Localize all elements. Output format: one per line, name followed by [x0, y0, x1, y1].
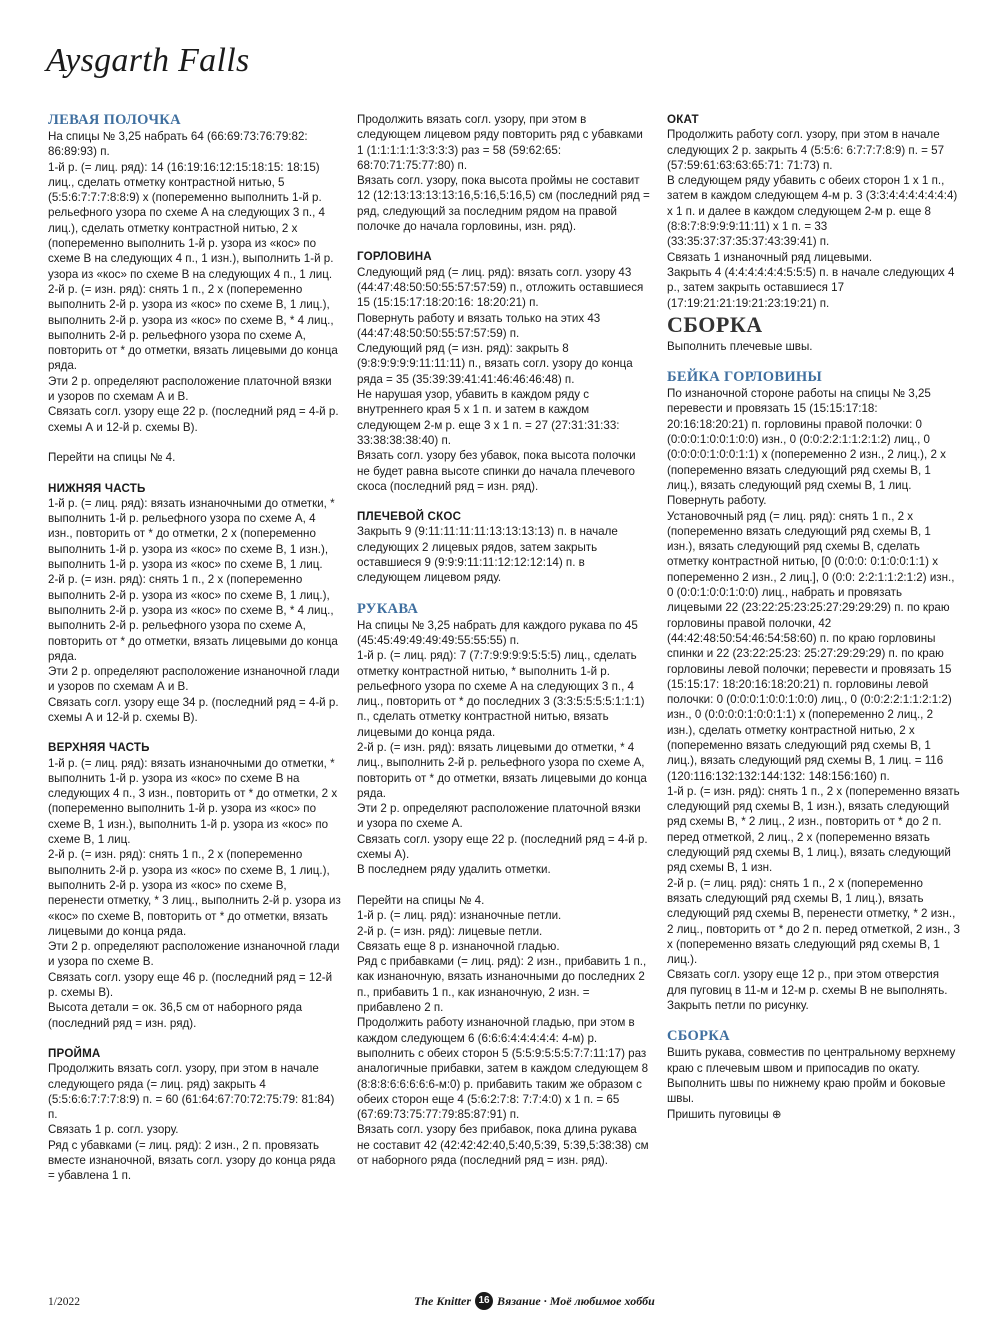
- paragraph: Продолжить работу изнаночной гладью, при этом в каждом следующем 6 (6:6:6:4:4:4:4:4: 4-м) р. выполнить с обеих сторон 5 (5:5:9:5:5:5:7:7:11:17) раз аналогичные прибавки, затем в каждом следующем 8 (8:8:8:6:6:6:6:6-м:0) р. прибавить таким же образом с обеих сторон еще 4 (5:6:2:7:8: 7:7:4:0) х 1 п. = 65 (67:69:73:75:77:79:85:87:91) п.: [357, 1016, 649, 1122]
- paragraph: 2-й р. (= изн. ряд): снять 1 п., 2 х (попеременно выполнить 2-й р. узора из «кос» по схеме В, 1 лиц.), выполнить 2-й р. узора из «кос» по схеме В, * 4 лиц., выполнить 2-й р. рельефного узора по схеме А, повторить от * до отметки, вязать лицевыми до конца ряда.: [48, 282, 338, 373]
- paragraph: Связать 1 р. согл. узору.: [48, 1123, 179, 1137]
- section-heading-assembly: СБОРКА: [667, 311, 763, 337]
- paragraph: В следующем ряду убавить с обеих сторон 1 х 1 п., затем в каждом следующем 4-м р. 3 (3:3:4:4:4:4:4:4:4) х 1 п. и далее в каждом следующем 2-м р. еще 8 (8:8:7:8:9:9:9:11:11) х 1 п. = 33 (33:35:37:37:35:37:43:39:41) п.: [667, 174, 958, 249]
- column-left: [48, 112, 341, 1184]
- section-heading-assembly-final: СБОРКА: [667, 1028, 730, 1045]
- paragraph: 2-й р. (= лиц. ряд): снять 1 п., 2 х (попеременно вязать следующий ряд схемы В, 1 лиц.), вязать следующий ряд схемы В, перенести отметку, * 2 изн., 2 лиц., повторить от * до 2 п. перед отметкой, 2 изн., 3 х (попеременно вязать следующий ряд схемы В, 1 лиц.).: [667, 876, 960, 967]
- paragraph: Эти 2 р. определяют расположение изнаночной глади и узора по схеме В.: [48, 940, 340, 969]
- paragraph: 2-й р. (= изн. ряд): снять 1 п., 2 х (попеременно выполнить 2-й р. узора из «кос» по схеме В, 1 лиц.), выполнить 2-й р. узора из «кос» по схеме В, * 4 лиц., выполнить 2-й р. рельефного узора по схеме А, повторить от * до отметки, вязать лицевыми до конца ряда.: [48, 573, 338, 663]
- paragraph: Вязать согл. узору без прибавок, пока длина рукава не составит 42 (42:42:42:40,5:40,5:39, 5:39,5:38:38) см от наборного ряда (последний ряд = изн. ряд).: [357, 1123, 649, 1167]
- paragraph: 2-й р. (= изн. ряд): вязать лицевыми до отметки, * 4 лиц., выполнить 2-й р. рельефного узора по схеме А, повторить от * до отметки, вязать лицевыми до конца ряда.: [357, 740, 647, 800]
- paragraph: Закрыть петли по рисунку.: [667, 999, 809, 1013]
- paragraph: 1-й р. (= лиц. ряд): вязать изнаночными до отметки, * выполнить 1-й р. рельефного узора по схеме А, 4 изн., повторить от * до отметки, 2 х (попеременно выполнить 1-й р. узора из «кос» по схеме В, 1 изн.), выполнить 1-й р. узора из «кос» по схеме В, 1 лиц.: [48, 496, 335, 572]
- pattern-title: Aysgarth Falls: [46, 42, 250, 79]
- paragraph: Повернуть работу.: [667, 494, 767, 508]
- paragraph: Эти 2 р. определяют расположение платочной вязки и узоров по схемам А и В.: [48, 374, 332, 404]
- paragraph: По изнаночной стороне работы на спицы № 3,25 перевести и провязать 15 (15:15:17:18: 20:16:18:20:21) п. горловины правой полочки: 0 (0:0:0:1:0:0:1:0:0) изн., 0 (0:0:2:2:1:1:2:1:2) лиц., 0 (0:0:0:0:1:0:0:1:1) х (попеременно 2 изн., 2 лиц.), 2 х (попеременно вязать следующий ряд схемы В, 1 лиц.), вязать следующий ряд схемы В, 1 лиц.: [667, 387, 946, 492]
- paragraph: Вшить рукава, совместив по центральному верхнему краю с плечевым швом и припосадив по окату.: [667, 1046, 956, 1075]
- section-heading-sleeve-cap: ОКАТ: [667, 113, 699, 126]
- paragraph: Продолжить работу согл. узору, при этом в начале следующих 2 р. закрыть 4 (5:5:6: 6:7:7:7:8:9) п. = 57 (57:59:61:63:63:65:71: 71:73) п.: [667, 128, 945, 172]
- paragraph: 2-й р. (= изн. ряд): лицевые петли.: [357, 924, 543, 938]
- paragraph: Связать согл. узору еще 12 р., при этом отверстия для пуговиц в 11-м и 12-м р. схемы В не выполнять.: [667, 968, 948, 997]
- paragraph: На спицы № 3,25 набрать для каждого рукава по 45 (45:45:49:49:49:49:55:55:55) п.: [357, 618, 638, 647]
- paragraph: 1-й р. (= лиц. ряд): 14 (16:19:16:12:15:18:15: 18:15) лиц., сделать отметку контрастной нитью, 5 (5:5:6:7:7:7:8:8:9) х (попеременно выполнить 1-й р. рельефного узора по схеме А на следующих 3 п., 4 лиц.), сделать отметку контрастной нитью, 2 х (попеременно выполнить 1-й р. узора из «кос» по схеме В на следующих 4 п., 1 изн.), выполнить 1-й р. узора из «кос» по схеме В на следующих 4 п., 1 лиц.: [48, 160, 334, 281]
- paragraph: Продолжить вязать согл. узору, при этом в следующем лицевом ряду повторить ряд с убавками 1 (1:1:1:1:1:3:3:3:3) раз = 58 (59:62:65: 68:70:71:75:77:80) п.: [357, 113, 643, 172]
- column-right: [667, 112, 960, 1122]
- paragraph: Связать согл. узору еще 22 р. (последний ряд = 4-й р. схемы А).: [357, 832, 648, 862]
- column-middle: [357, 112, 650, 1168]
- paragraph: Эти 2 р. определяют расположение платочной вязки и узора по схеме А.: [357, 802, 641, 831]
- section-heading-sleeves: РУКАВА: [357, 600, 419, 617]
- paragraph: Закрыть 9 (9:11:11:11:11:13:13:13:13) п. в начале следующих 2 лицевых рядов, затем закрыть оставшиеся 9 (9:9:9:11:11:12:12:12:14) п. в следующем лицевом ряду.: [357, 525, 618, 585]
- issue-date: 1/2022: [48, 1296, 80, 1308]
- footer-brand: The Knitter: [414, 1293, 472, 1308]
- paragraph: Ряд с прибавками (= лиц. ряд): 2 изн., прибавить 1 п., как изнаночную, вязать изнаночными до последних 2 п., прибавить 1 п., как изнаночную, 2 изн. = прибавлено 2 п.: [357, 955, 647, 1015]
- paragraph: Вязать согл. узору без убавок, пока высота полочки не будет равна высоте спинки до начала плечевого скоса (последний ряд = изн. ряд).: [357, 449, 636, 493]
- paragraph: Следующий ряд (= лиц. ряд): вязать согл. узору 43 (44:47:48:50:50:55:57:57:59) п., отложить оставшиеся 15 (15:15:17:18:20:16: 18:20:21) п.: [357, 265, 644, 310]
- paragraph: Продолжить вязать согл. узору, при этом в начале следующего ряда (= лиц. ряд) закрыть 4 (5:5:6:6:7:7:7:8:9) п. = 60 (61:64:67:70:72:75:79: 81:84) п.: [48, 1062, 335, 1122]
- paragraph: Связать согл. узору еще 46 р. (последний ряд = 12-й р. схемы В).: [48, 970, 333, 1000]
- paragraph: Выполнить плечевые швы.: [667, 339, 813, 353]
- section-heading-neckline: ГОРЛОВИНА: [357, 250, 432, 264]
- section-heading-neckband: БЕЙКА ГОРЛОВИНЫ: [667, 369, 823, 386]
- paragraph: Вязать согл. узору, пока высота проймы не составит 12 (12:13:13:13:13:16,5:16,5:16,5) см (последний ряд = ряд, следующий за последним рядом на правой полочке до начала горловины, изн. ряд).: [357, 174, 650, 234]
- paragraph: Выполнить швы по нижнему краю пройм и боковые швы.: [667, 1076, 946, 1106]
- paragraph: 2-й р. (= изн. ряд): снять 1 п., 2 х (попеременно выполнить 2-й р. узора из «кос» по схеме В, 1 лиц.), выполнить 2-й р. узора из «кос» по схеме В, перенести отметку, * 3 лиц., выполнить 2-й р. узора из «кос» по схеме В, повторить от * до отметки, вязать лицевыми до конца ряда.: [48, 848, 341, 938]
- paragraph: Связать еще 8 р. изнаночной гладью.: [357, 939, 560, 953]
- footer-magazine: Вязание · Моё любимое хобби: [497, 1293, 655, 1308]
- paragraph: Установочный ряд (= лиц. ряд): снять 1 п., 2 х (попеременно вязать следующий ряд схемы В, 1 изн.), вязать следующий ряд схемы В, сделать отметку контрастной нитью, [0 (0:0:0: 0:1:0:0:1:1) х попеременно 2 изн., 2 лиц.], 0 (0:0: 2:2:1:1:2:1:2) изн., 0 (0:0:1:0:0:1:0:0) лиц., набрать и провязать лицевыми 22 (23:22:25:23:25:27:29:29:29) п. по краю горловины правой полочки, 42 (44:42:48:50:54:46:54:58:60) п. по краю горловины спинки и 22 (23:22:25:23: 25:27:29:29:29) п. по краю горловины левой полочки; перевести и провязать 15 (15:15:17: 18:20:16:18:20:21) п. горловины левой полочки: 0 (0:0:0:1:0:0:1:0:0) лиц., 0 (0:0:2:2:1:1:2:1:2) изн., 0 (0:0:0:0:1:0:0:1:1) х (попеременно 2 лиц., 2 изн.), сделать отметку контрастной нитью, 2 х (попеременно вязать следующий ряд схемы В, 1 лиц.), вязать следующий ряд схемы В, 1 лиц. = 116 (120:116:132:132:144:132: 148:156:160) п.: [667, 509, 955, 783]
- section-heading-shoulder: ПЛЕЧЕВОЙ СКОС: [357, 510, 462, 524]
- paragraph: Перейти на спицы № 4.: [357, 893, 485, 907]
- paragraph: Высота детали = ок. 36,5 см от наборного ряда (последний ряд = изн. ряд).: [48, 1001, 303, 1030]
- paragraph: Эти 2 р. определяют расположение изнаночной глади и узоров по схемам А и В.: [48, 665, 340, 694]
- section-heading-armhole: ПРОЙМА: [48, 1046, 101, 1060]
- section-heading-upper-part: ВЕРХНЯЯ ЧАСТЬ: [48, 741, 150, 755]
- paragraph: Повернуть работу и вязать только на этих 43 (44:47:48:50:50:55:57:57:59) п.: [357, 311, 601, 340]
- paragraph: Перейти на спицы № 4.: [48, 451, 176, 465]
- paragraph: Ряд с убавками (= лиц. ряд): 2 изн., 2 п. провязать вместе изнаночной, вязать согл. узору до конца ряда = убавлена 1 п.: [48, 1138, 336, 1183]
- paragraph: 1-й р. (= лиц. ряд): вязать изнаночными до отметки, * выполнить 1-й р. узора из «кос» по схеме В на следующих 4 п., 3 изн., повторить от * до отметки, 2 х (попеременно выполнить 1-й р. узора из «кос» по схеме В, 1 изн.), выполнить 1-й р. узора из «кос» по схеме В, 1 лиц.: [48, 756, 338, 847]
- paragraph: Связать согл. узору еще 34 р. (последний ряд = 4-й р. схемы А и 12-й р. схемы В).: [48, 695, 339, 724]
- paragraph: На спицы № 3,25 набрать 64 (66:69:73:76:79:82: 86:89:93) п.: [48, 130, 308, 159]
- section-heading-left-front: ЛЕВАЯ ПОЛОЧКА: [48, 112, 181, 128]
- page-number: 16: [475, 1292, 493, 1310]
- paragraph: Не нарушая узор, убавить в каждом ряду с внутреннего края 5 х 1 п. и затем в каждом следующем 2-м р. еще 3 х 1 п. = 27 (27:31:31:33: 33:38:38:38:40) п.: [357, 388, 620, 447]
- page-footer: [414, 1292, 655, 1310]
- paragraph: В последнем ряду удалить отметки.: [357, 863, 551, 877]
- paragraph: Связать 1 изнаночный ряд лицевыми.: [667, 250, 873, 264]
- paragraph: Следующий ряд (= изн. ряд): закрыть 8 (9:8:9:9:9:9:11:11:11) п., вязать согл. узору до конца ряда = 35 (35:39:39:41:41:46:46:46:48) п.: [357, 342, 633, 386]
- paragraph: Связать согл. узору еще 22 р. (последний ряд = 4-й р. схемы А и 12-й р. схемы В).: [48, 405, 339, 434]
- paragraph: 1-й р. (= лиц. ряд): 7 (7:7:9:9:9:9:5:5:5) лиц., сделать отметку контрастной нитью, * выполнить 1-й р. рельефного узора по схеме А на следующих 3 п., 4 лиц., повторить от * до последних 3 (3:3:5:5:5:5:1:1:1) п., сделать отметку контрастной нитью, вязать лицевыми до конца ряда.: [357, 649, 645, 739]
- paragraph: 1-й р. (= лиц. ряд): изнаночные петли.: [357, 909, 562, 923]
- paragraph: 1-й р. (= изн. ряд): снять 1 п., 2 х (попеременно вязать следующий ряд схемы В, 1 изн.), вязать следующий ряд схемы В, * 2 лиц., 2 изн., повторить от * до 2 п. перед отметкой, 2 лиц., 2 х (попеременно вязать следующий ряд схемы В, 1 лиц.), вязать следующий ряд схемы В, 1 изн.: [667, 784, 960, 875]
- paragraph: Пришить пуговицы ⊕: [667, 1107, 782, 1121]
- section-heading-lower-part: НИЖНЯЯ ЧАСТЬ: [48, 481, 146, 495]
- paragraph: Закрыть 4 (4:4:4:4:4:4:5:5:5) п. в начале следующих 4 р., затем закрыть оставшиеся 17 (17:19:21:21:19:21:23:19:21) п.: [667, 265, 955, 310]
